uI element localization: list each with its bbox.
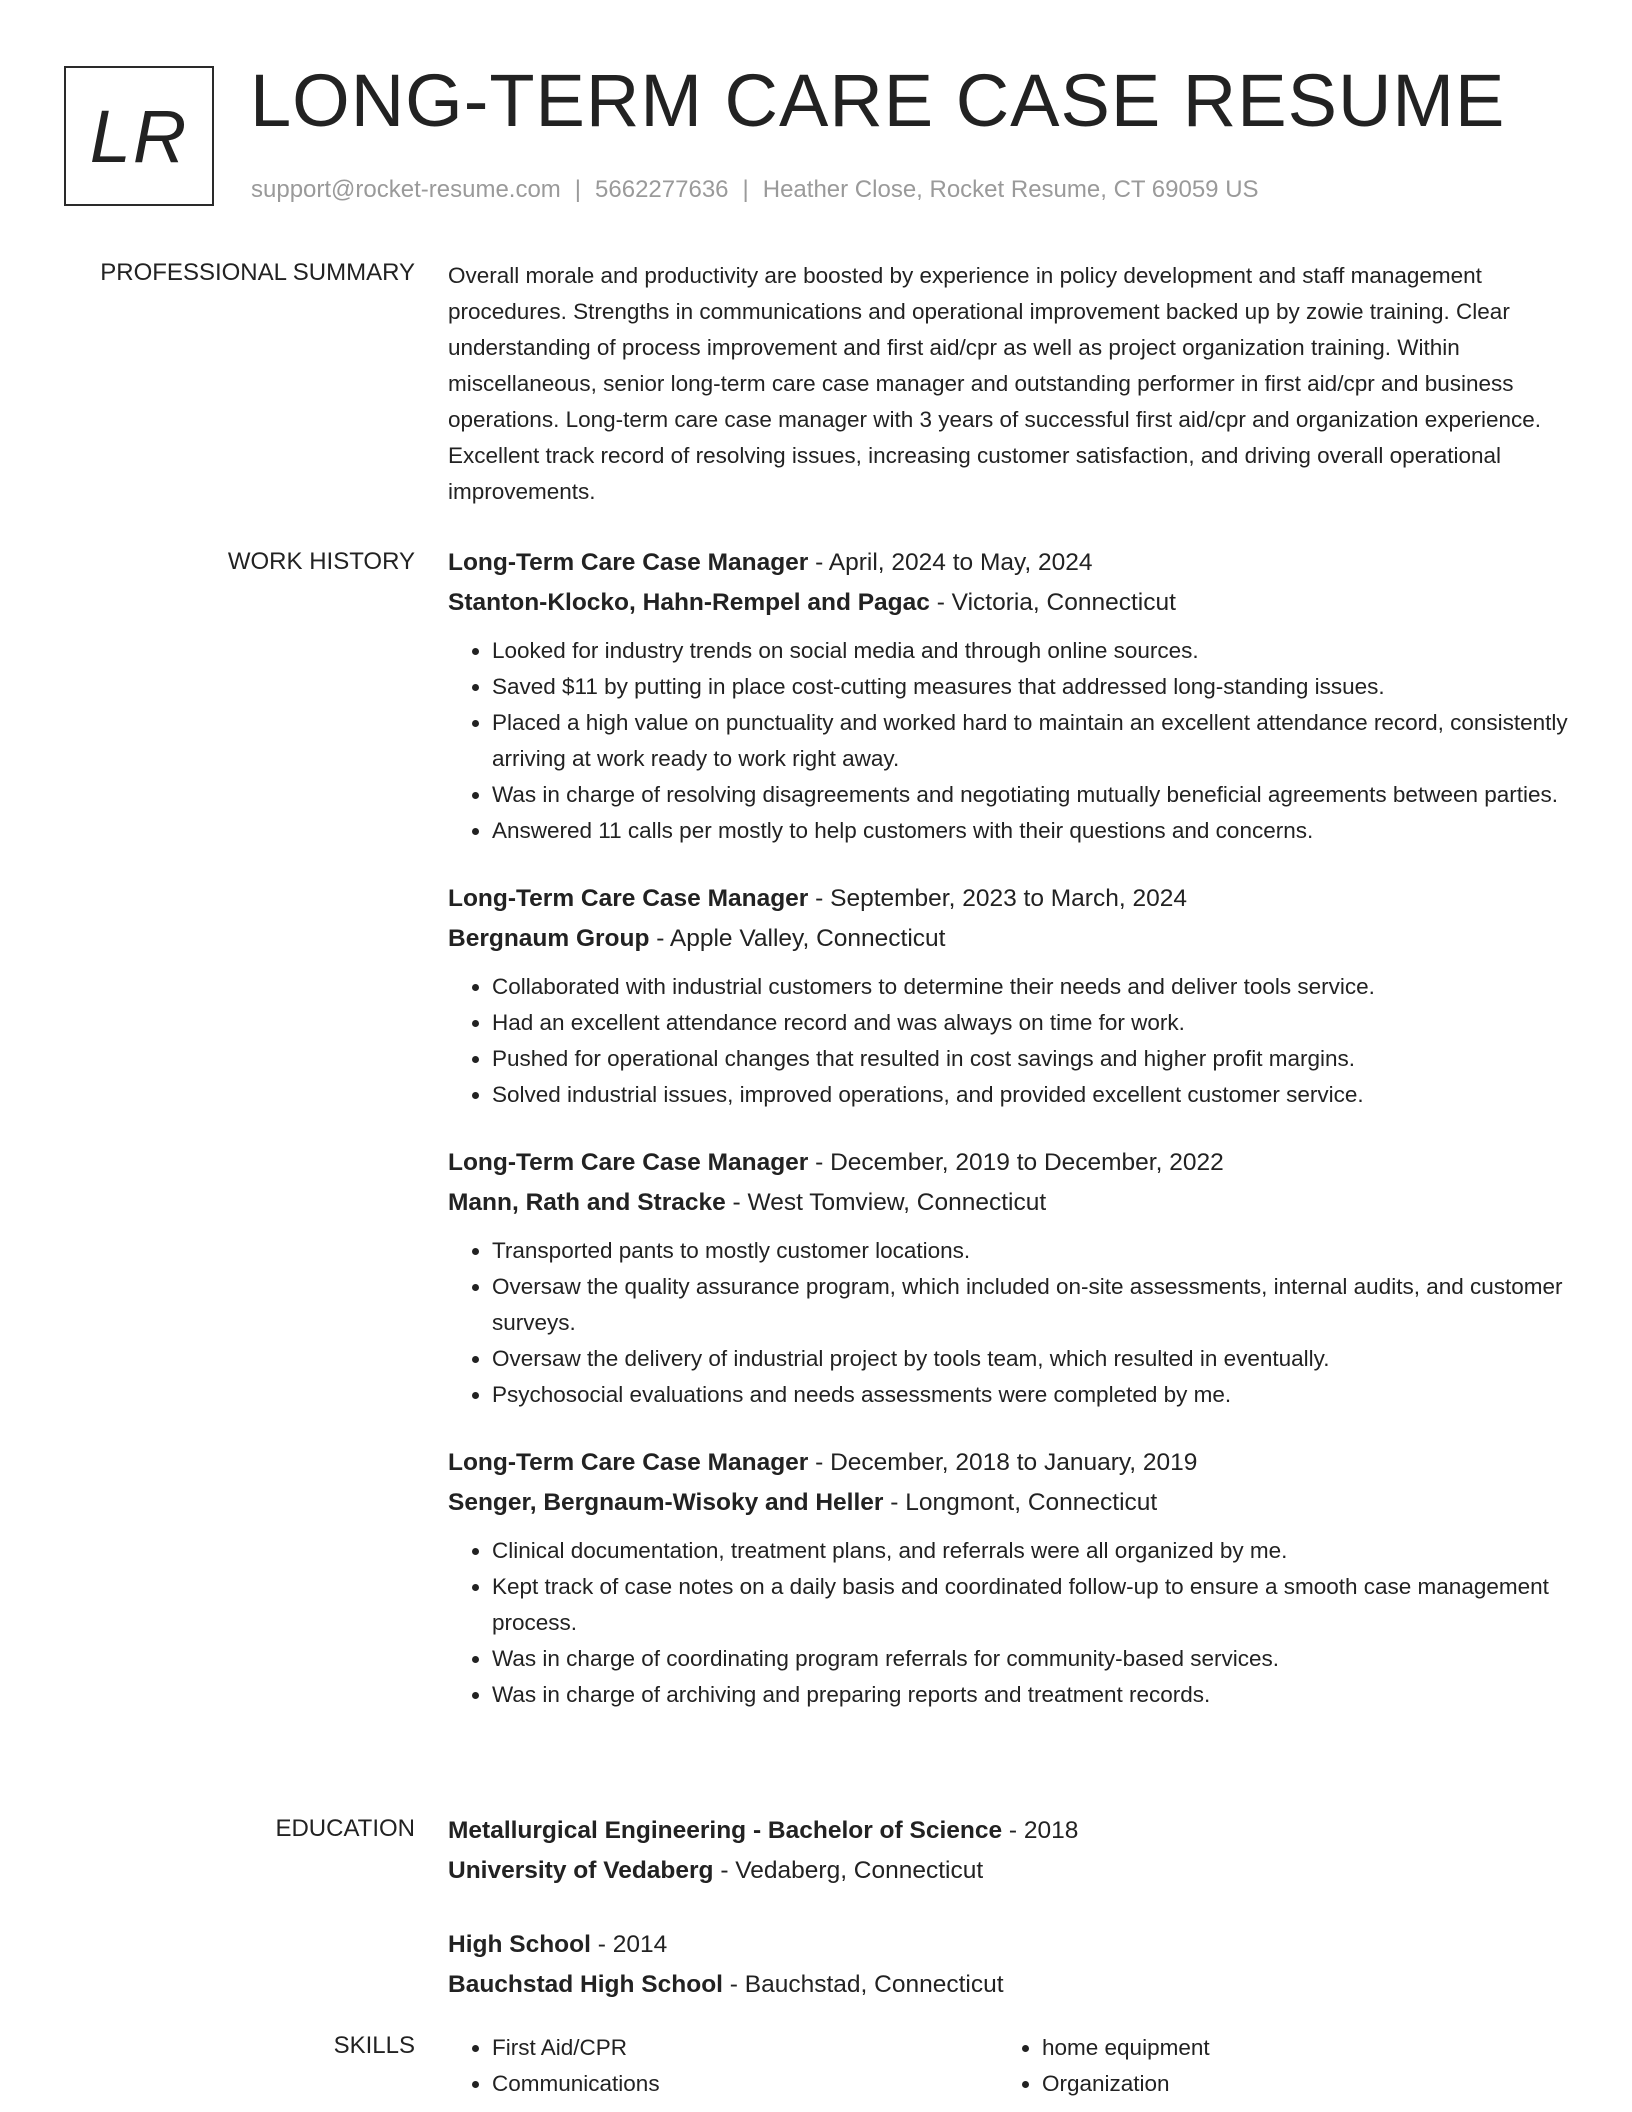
job-entry <box>448 1143 1568 1413</box>
school-line <box>448 1965 1568 2005</box>
graduation-year: - 2018 <box>1002 1817 1079 1844</box>
skill-item: • home equipment <box>1042 2030 1548 2066</box>
section-label-work-history: WORK HISTORY <box>227 548 415 575</box>
job-bullets <box>448 1533 1568 1713</box>
school-name: Bauchstad High School <box>448 1971 723 1998</box>
job-bullet: • Oversaw the quality assurance program, which included on-site assessments, internal audits, and customer surveys. <box>492 1269 1568 1341</box>
education-list <box>448 1811 1568 2039</box>
job-bullet: • Was in charge of archiving and preparing reports and treatment records. <box>492 1677 1568 1713</box>
job-title: Long-Term Care Case Manager <box>448 885 809 912</box>
job-bullets <box>448 1233 1568 1413</box>
contact-address: Heather Close, Rocket Resume, CT 69059 US <box>762 176 1259 203</box>
resume-title: LONG-TERM CARE CASE RESUME <box>250 59 1506 142</box>
school-line <box>448 1851 1568 1891</box>
job-bullet: • Placed a high value on punctuality and worked hard to maintain an excellent attendance record, consistently arriving at work ready to work right away. <box>492 705 1568 777</box>
job-company-line <box>448 919 1568 959</box>
graduation-year: - 2014 <box>590 1931 668 1958</box>
job-entry <box>448 1443 1568 1713</box>
job-bullets <box>448 969 1568 1113</box>
job-title: Long-Term Care Case Manager <box>448 549 809 576</box>
job-entry <box>448 543 1568 849</box>
contact-phone[interactable]: 5662277636 <box>595 176 729 203</box>
education-entry <box>448 1811 1568 1891</box>
section-label-skills: SKILLS <box>333 2032 415 2059</box>
job-title-line <box>448 879 1568 919</box>
skills-list-left <box>448 2030 998 2102</box>
job-title-line <box>448 543 1568 583</box>
job-location: - Longmont, Connecticut <box>883 1489 1158 1516</box>
section-label-education: EDUCATION <box>275 1815 415 1842</box>
job-bullet: • Collaborated with industrial customers to determine their needs and deliver tools service. <box>492 969 1568 1005</box>
contact-line <box>251 176 1259 204</box>
job-company: Bergnaum Group <box>448 925 650 952</box>
school-location: - Bauchstad, Connecticut <box>722 1971 1004 1998</box>
skill-item: • Organization <box>1042 2066 1548 2102</box>
job-dates: - December, 2019 to December, 2022 <box>808 1149 1224 1176</box>
job-bullets <box>448 633 1568 849</box>
job-bullet: • Psychosocial evaluations and needs assessments were completed by me. <box>492 1377 1568 1413</box>
school-location: - Vedaberg, Connecticut <box>713 1857 984 1884</box>
job-entry <box>448 879 1568 1113</box>
education-entry <box>448 1925 1568 2005</box>
contact-separator: | <box>574 176 582 203</box>
job-bullet: • Pushed for operational changes that resulted in cost savings and higher profit margins. <box>492 1041 1568 1077</box>
degree: Metallurgical Engineering - Bachelor of Science <box>448 1817 1003 1844</box>
job-bullet: • Saved $11 by putting in place cost-cutting measures that addressed long-standing issues. <box>492 669 1568 705</box>
job-company: Stanton-Klocko, Hahn-Rempel and Pagac <box>448 589 930 616</box>
job-bullet: • Kept track of case notes on a daily basis and coordinated follow-up to ensure a smooth case management process. <box>492 1569 1568 1641</box>
job-bullet: • Had an excellent attendance record and was always on time for work. <box>492 1005 1568 1041</box>
job-title-line <box>448 1443 1568 1483</box>
school-name: University of Vedaberg <box>448 1857 714 1884</box>
job-location: - Victoria, Connecticut <box>929 589 1176 616</box>
job-bullet: • Transported pants to mostly customer locations. <box>492 1233 1568 1269</box>
skills-columns <box>448 2030 1568 2102</box>
job-bullet: • Answered 11 calls per mostly to help customers with their questions and concerns. <box>492 813 1568 849</box>
job-company-line <box>448 1183 1568 1223</box>
job-title: Long-Term Care Case Manager <box>448 1449 809 1476</box>
degree: High School <box>448 1931 591 1958</box>
skill-item: • Communications <box>492 2066 998 2102</box>
job-bullet: • Clinical documentation, treatment plans, and referrals were all organized by me. <box>492 1533 1568 1569</box>
job-title: Long-Term Care Case Manager <box>448 1149 809 1176</box>
job-title-line <box>448 1143 1568 1183</box>
monogram-logo: LR <box>64 66 214 206</box>
degree-line <box>448 1811 1568 1851</box>
job-list <box>448 543 1568 1743</box>
summary-text: Overall morale and productivity are boosted by experience in policy development and staff management procedures. Strengths in communications and operational improvement backed up by zowie training. Clear understanding of process improvement and first aid/cpr as well as project organization training. Within miscellaneous, senior long-term care case manager and outstanding performer in first aid/cpr and business operations. Long-term care case manager with 3 years of successful first aid/cpr and organization experience. Excellent track record of resolving issues, increasing customer satisfaction, and driving overall operational improvements. <box>448 263 1542 504</box>
section-label-summary: PROFESSIONAL SUMMARY <box>100 259 415 286</box>
degree-line <box>448 1925 1568 1965</box>
job-company-line <box>448 1483 1568 1523</box>
job-bullet: • Was in charge of resolving disagreements and negotiating mutually beneficial agreements between parties. <box>492 777 1568 813</box>
job-bullet: • Looked for industry trends on social media and through online sources. <box>492 633 1568 669</box>
job-location: - Apple Valley, Connecticut <box>649 925 946 952</box>
skills-list-right <box>998 2030 1548 2102</box>
job-dates: - April, 2024 to May, 2024 <box>808 549 1093 576</box>
job-dates: - December, 2018 to January, 2019 <box>808 1449 1198 1476</box>
job-location: - West Tomview, Connecticut <box>725 1189 1047 1216</box>
skill-item: • First Aid/CPR <box>492 2030 998 2066</box>
job-company: Mann, Rath and Stracke <box>448 1189 726 1216</box>
contact-email[interactable]: support@rocket-resume.com <box>251 176 561 203</box>
job-bullet: • Was in charge of coordinating program referrals for community-based services. <box>492 1641 1568 1677</box>
job-bullet: • Oversaw the delivery of industrial project by tools team, which resulted in eventually. <box>492 1341 1568 1377</box>
contact-separator: | <box>742 176 749 203</box>
job-dates: - September, 2023 to March, 2024 <box>808 885 1187 912</box>
job-bullet: • Solved industrial issues, improved operations, and provided excellent customer service. <box>492 1077 1568 1113</box>
job-company: Senger, Bergnaum-Wisoky and Heller <box>448 1489 884 1516</box>
job-company-line <box>448 583 1568 623</box>
